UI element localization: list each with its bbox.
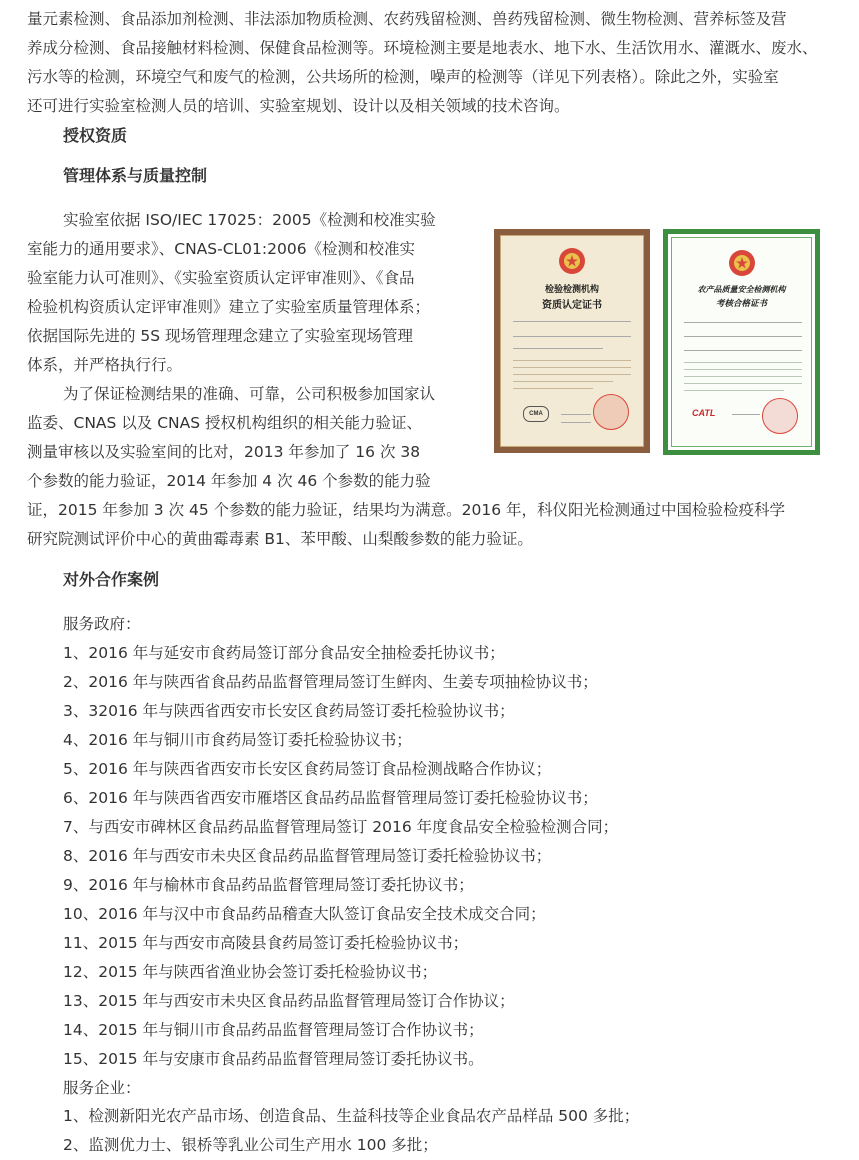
heading-cooperation: 对外合作案例 [63, 570, 160, 589]
management-p1-line-3: 验室能力认可准则》、《实验室资质认定评审准则》、《食品 [27, 269, 415, 287]
intro-line-2: 养成分检测、食品接触材料检测、保健食品检测等。环境检测主要是地表水、地下水、生活饮用水、灌溉水、废水、 [27, 39, 818, 57]
list-item: 9、2016 年与榆林市食品药品监督管理局签订委托协议书； [63, 876, 474, 894]
list-item: 12、2015 年与陕西省渔业协会签订委托检验协议书； [63, 963, 438, 981]
list-item: 2、监测优力士、银桥等乳业公司生产用水 100 多批； [63, 1136, 438, 1154]
management-p1-line-2: 室能力的通用要求》、CNAS-CL01:2006《检测和校准实 [27, 240, 416, 258]
list-item: 14、2015 年与铜川市食品药品监督管理局签订合作协议书； [63, 1021, 484, 1039]
management-p2-line-5: 证，2015 年参加 3 次 45 个参数的能力验证，结果均为满意。2016 年，科仪阳光检测通过中国检验检疫科学 [27, 501, 786, 519]
management-p2-line-4: 个参数的能力验证，2014 年参加 4 次 46 个参数的能力验 [27, 472, 431, 490]
cert-qualification-image [494, 229, 650, 453]
list-item: 3、32016 年与陕西省西安市长安区食药局签订委托检验协议书； [63, 702, 515, 720]
management-p2-line-1: 为了保证检测结果的准确、可靠，公司积极参加国家认 [63, 385, 436, 403]
enterprise-case-list [63, 1102, 639, 1160]
list-item: 6、2016 年与陕西省西安市雁塔区食品药品监督管理局签订委托检验协议书； [63, 789, 598, 807]
government-label: 服务政府： [63, 615, 141, 633]
intro-line-4: 还可进行实验室检测人员的培训、实验室规划、设计以及相关领域的技术咨询。 [27, 97, 570, 115]
list-item: 2、2016 年与陕西省食品药品监督管理局签订生鲜肉、生姜专项抽检协议书； [63, 673, 598, 691]
catl-logo: CATL [692, 408, 716, 418]
government-case-list [63, 639, 618, 1074]
cert1-title-line-2: 资质认定证书 [542, 300, 602, 311]
heading-management: 管理体系与质量控制 [63, 166, 208, 185]
list-item: 15、2015 年与安康市食品药品监督管理局签订委托协议书。 [63, 1050, 484, 1068]
management-p2-line-3: 测量审核以及实验室间的比对，2013 年参加了 16 次 38 [27, 443, 421, 461]
intro-line-1: 量元素检测、食品添加剂检测、非法添加物质检测、农药残留检测、兽药残留检测、微生物检测、营养标签及营 [27, 10, 787, 28]
cert2-title-line-2: 考核合格证书 [715, 299, 767, 309]
list-item: 1、检测新阳光农产品市场、创造食品、生益科技等企业食品农产品样品 500 多批； [63, 1107, 640, 1125]
cma-logo: CMA [523, 406, 549, 422]
list-item: 4、2016 年与铜川市食药局签订委托检验协议书； [63, 731, 412, 749]
list-item: 10、2016 年与汉中市食品药品稽查大队签订食品安全技术成交合同； [63, 905, 546, 923]
management-p1-line-1: 实验室依据 ISO/IEC 17025：2005《检测和校准实验 [63, 211, 436, 229]
management-p2-line-2: 监委、CNAS 以及 CNAS 授权机构组织的相关能力验证、 [27, 414, 423, 432]
cert-agri-product-image [663, 229, 820, 455]
heading-authorization: 授权资质 [63, 126, 128, 145]
list-item: 8、2016 年与西安市未央区食品药品监督管理局签订委托检验协议书； [63, 847, 552, 865]
national-emblem-icon [557, 246, 587, 276]
management-p2-line-6: 研究院测试评价中心的黄曲霉毒素 B1、苯甲酸、山梨酸参数的能力验证。 [27, 530, 533, 548]
cert2-title-line-1: 农产品质量安全检测机构 [697, 284, 786, 294]
intro-line-3: 污水等的检测，环境空气和废气的检测，公共场所的检测，噪声的检测等（详见下列表格）。除此之外，实验室 [27, 68, 779, 86]
cert1-title-line-1: 检验检测机构 [544, 285, 599, 295]
management-p1-line-6: 体系，并严格执行行。 [27, 356, 183, 374]
national-emblem-icon [727, 248, 757, 278]
seal-stamp [762, 398, 798, 434]
list-item: 1、2016 年与延安市食药局签订部分食品安全抽检委托协议书； [63, 644, 505, 662]
seal-stamp [593, 394, 629, 430]
list-item: 7、与西安市碑林区食品药品监督管理局签订 2016 年度食品安全检验检测合同； [63, 818, 619, 836]
list-item: 11、2015 年与西安市高陵县食药局签订委托检验协议书； [63, 934, 469, 952]
list-item: 5、2016 年与陕西省西安市长安区食药局签订食品检测战略合作协议； [63, 760, 552, 778]
enterprise-label: 服务企业： [63, 1079, 141, 1097]
management-p1-line-5: 依据国际先进的 5S 现场管理理念建立了实验室现场管理 [27, 327, 414, 345]
management-p1-line-4: 检验机构资质认定评审准则》建立了实验室质量管理体系； [27, 298, 431, 316]
list-item: 13、2015 年与西安市未央区食品药品监督管理局签订合作协议； [63, 992, 515, 1010]
